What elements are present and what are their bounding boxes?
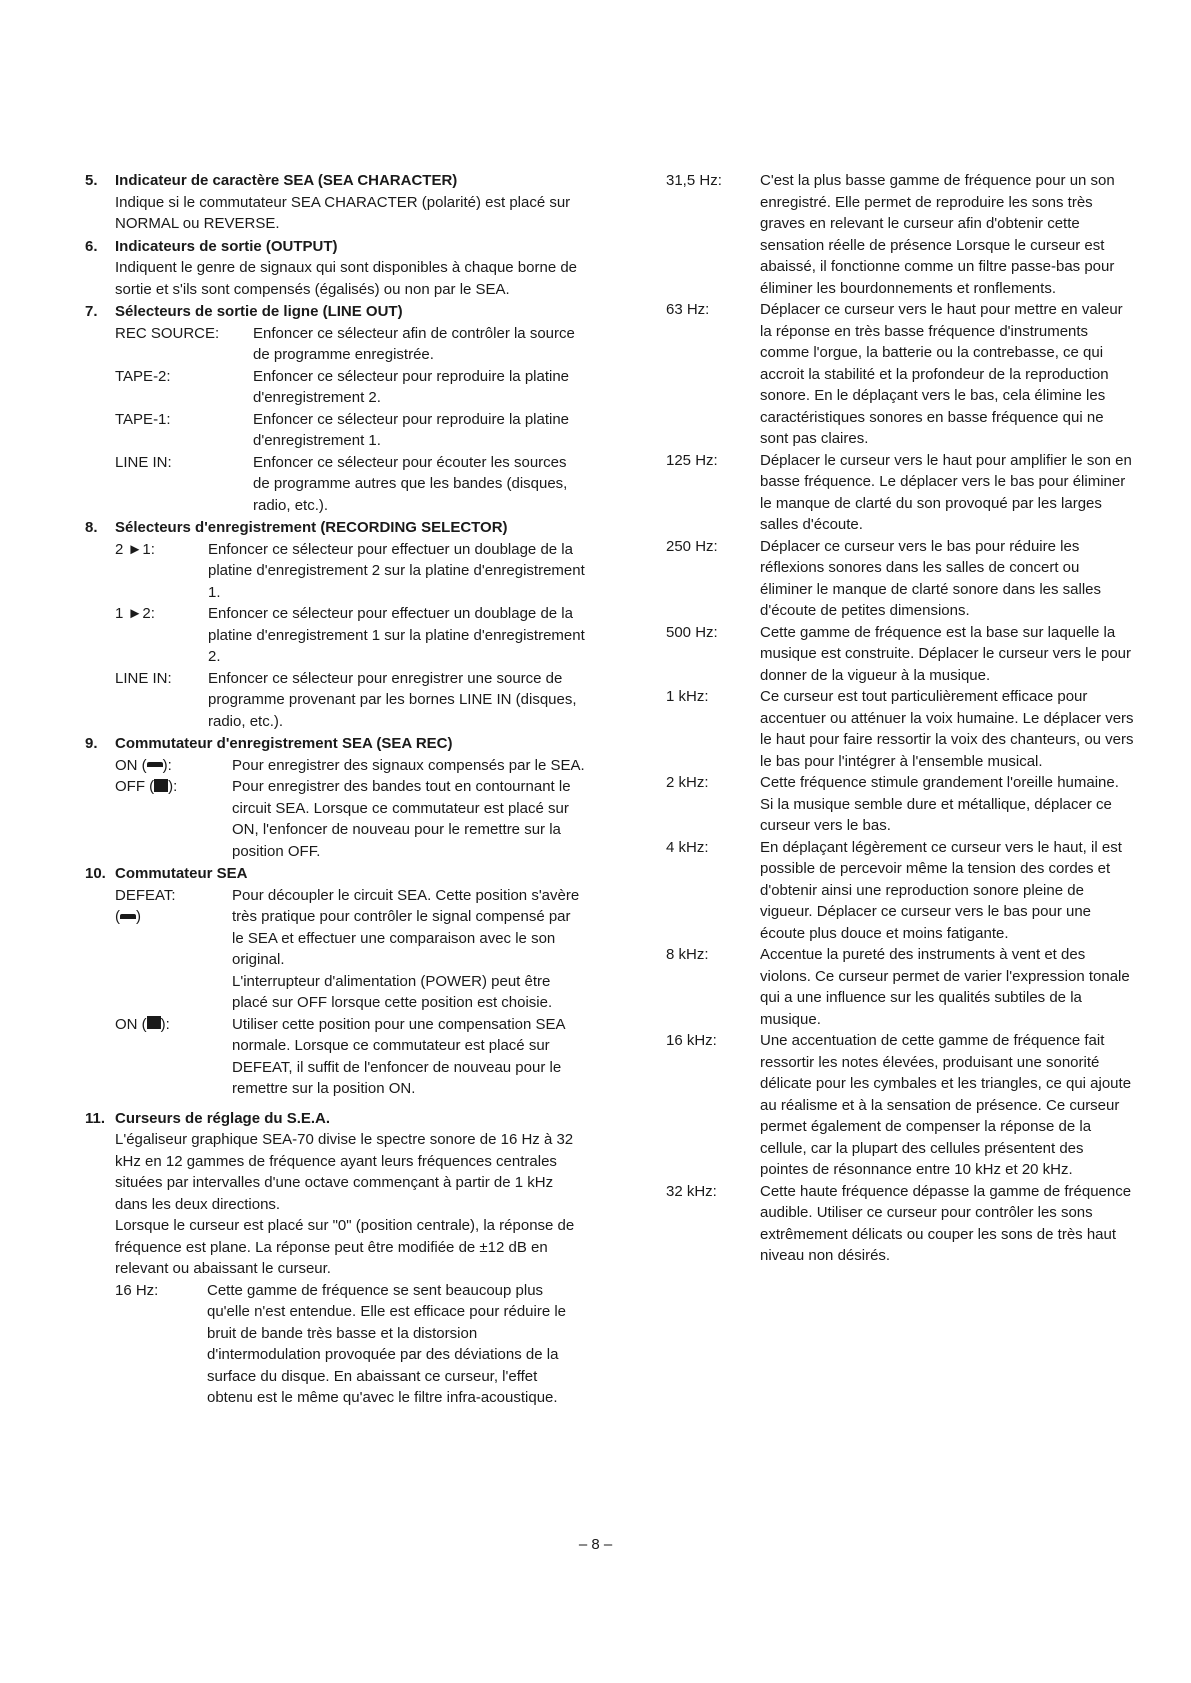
term-description: Pour découpler le circuit SEA. Cette position s'avère très pratique pour contrôler le signal compensé par le SEA et effectuer une comparaison avec le son original. — [232, 886, 580, 968]
frequency-description: Déplacer ce curseur vers le bas pour réduire les réflexions sonores dans les salles de concert ou éliminer le manque de clarté sonore dans les salles d'écoute de petites dimensions. — [760, 537, 1102, 619]
term-label: REC SOURCE: — [115, 324, 220, 342]
term-description: Enfoncer ce sélecteur pour enregistrer une source de programme provenant par les bornes LINE IN (disques, radio, etc.). — [208, 669, 577, 730]
frequency-label: 500 Hz: — [666, 623, 718, 641]
term-label-sub-suffix: ) — [136, 908, 141, 925]
frequency-description: Cette fréquence stimule grandement l'oreille humaine. Si la musique semble dure et métallique, déplacer ce curseur vers le bas. — [760, 774, 1119, 834]
section-6 — [85, 236, 585, 301]
term-description: Enfoncer ce sélecteur pour effectuer un doublage de la platine d'enregistrement 2 sur la platine d'enregistrement 1. — [208, 540, 585, 601]
term-description: Enfoncer ce sélecteur afin de contrôler la source de programme enregistrée. — [253, 324, 575, 363]
frequency-description: Déplacer le curseur vers le haut pour amplifier le son en basse fréquence. Le déplacer vers le bas pour éliminer le manque de clarté du son provoqué par les larges salles d'écoute. — [760, 451, 1132, 533]
frequency-label: 4 kHz: — [666, 838, 709, 856]
section-title: Commutateur SEA — [115, 865, 248, 882]
definition-row — [115, 1014, 585, 1100]
section-heading — [85, 863, 585, 885]
term-label — [115, 776, 232, 862]
definition-row — [115, 776, 585, 862]
section-number: 5. — [85, 172, 98, 189]
page-number: – 8 – — [578, 1536, 613, 1553]
definition-row — [115, 1280, 585, 1409]
frequency-row — [660, 450, 1135, 536]
frequency-label: 63 Hz: — [666, 301, 710, 318]
term-label: LINE IN: — [115, 453, 172, 471]
definition-row — [115, 366, 585, 409]
section-heading — [85, 301, 585, 323]
term-description-note: L'interrupteur d'alimentation (POWER) peut être placé sur OFF lorsque cette position est choisie. — [232, 972, 553, 1011]
term-label-sub-prefix: ( — [115, 908, 120, 925]
section-number: 9. — [85, 735, 98, 752]
frequency-description: Accentue la pureté des instruments à vent et des violons. Ce curseur permet de varier l'expression tonale qui a une influence sur les qualités subtiles de la musique. — [760, 946, 1130, 1028]
section-heading — [85, 170, 585, 192]
term-label: 2 ►1: — [115, 540, 155, 558]
term-description: Pour enregistrer des signaux compensés par le SEA. — [232, 756, 585, 774]
section-8 — [85, 517, 585, 732]
term-description: Enfoncer ce sélecteur pour écouter les sources de programme autres que les bandes (disques, radio, etc.). — [253, 453, 568, 514]
section-text: Indique si le commutateur SEA CHARACTER (polarité) est placé sur NORMAL ou REVERSE. — [115, 193, 571, 232]
term-description: Pour enregistrer des bandes tout en contournant le circuit SEA. Lorsque ce commutateur est placé sur ON, l'enfoncer de nouveau pour le remettre sur la position OFF. — [232, 778, 571, 860]
section-9 — [85, 733, 585, 862]
section-heading — [85, 236, 585, 258]
term-description: Enfoncer ce sélecteur pour effectuer un doublage de la platine d'enregistrement 1 sur la platine d'enregistrement 2. — [208, 605, 585, 665]
section-number: 8. — [85, 519, 98, 536]
term-label-prefix: ON ( — [115, 756, 147, 774]
frequency-description: Ce curseur est tout particulièrement efficace pour accentuer ou atténuer la voix humaine. Le déplacer vers le haut pour faire ressortir la voix des chanteurs, ou vers le bas pour l'intégrer à l'ensemble musical. — [760, 688, 1134, 770]
term-description: Utiliser cette position pour une compensation SEA normale. Lorsque ce commutateur est placé sur DEFEAT, il suffit de l'enfoncer de nouveau pour le remettre sur la position ON. — [232, 1015, 565, 1097]
frequency-row — [660, 1030, 1135, 1181]
definition-row — [115, 885, 585, 1014]
definition-row — [115, 668, 585, 733]
section-title: Curseurs de réglage du S.E.A. — [115, 1109, 331, 1127]
section-10 — [85, 863, 585, 1100]
right-column — [660, 170, 1135, 1267]
term-label: 1 ►2: — [115, 605, 155, 622]
frequency-row — [660, 944, 1135, 1030]
frequency-description: C'est la plus basse gamme de fréquence pour un son enregistré. Elle permet de reproduire les sons très graves en relevant le curseur afin d'obtenir cette sensation réelle de présence Lorsque le curseur est abaissé, il fonctionne comme un filtre passe-bas pour éliminer les bourdonnements et ronflements. — [760, 172, 1115, 297]
term-label-suffix: ): — [160, 1015, 170, 1033]
section-number: 6. — [85, 237, 98, 255]
section-title: Indicateurs de sortie (OUTPUT) — [115, 237, 338, 255]
term-label: TAPE-2: — [115, 367, 171, 385]
term-label: LINE IN: — [115, 669, 172, 687]
term-label-suffix: ): — [162, 756, 172, 774]
section-heading — [85, 517, 585, 539]
frequency-label: 2 kHz: — [666, 774, 709, 791]
frequency-row — [660, 622, 1135, 687]
section-7 — [85, 301, 585, 516]
frequency-row — [660, 772, 1135, 837]
section-11 — [85, 1108, 585, 1409]
term-label — [115, 1014, 232, 1100]
definition-row — [115, 452, 585, 517]
frequency-row — [660, 170, 1135, 299]
switch-pressed-icon — [154, 779, 168, 792]
frequency-description: Une accentuation de cette gamme de fréquence fait ressortir les notes élevées, produisant une sonorité délicate pour les cymbales et les triangles, ce qui ajoute au réalisme et à la sensation de présence. Ce curseur permet également de compenser la réponse de la cellule, car la plupart des cellules présentent des pointes de résonnance entre 10 kHz et 20 kHz. — [760, 1032, 1132, 1178]
section-title: Sélecteurs d'enregistrement (RECORDING SELECTOR) — [115, 519, 508, 536]
term-label-prefix: DEFEAT: — [115, 886, 176, 904]
term-label-suffix: ): — [168, 778, 178, 795]
section-number: 11. — [85, 1109, 106, 1127]
definition-row — [115, 409, 585, 452]
frequency-description: Cette haute fréquence dépasse la gamme de fréquence audible. Utiliser ce curseur pour contrôler les sons extrêmement délicats ou couper les sons de très haut niveau non désirés. — [760, 1182, 1132, 1264]
term-description: Enfoncer ce sélecteur pour reproduire la platine d'enregistrement 2. — [253, 367, 570, 406]
switch-pressed-icon — [147, 1016, 161, 1029]
section-title: Sélecteurs de sortie de ligne (LINE OUT) — [115, 303, 403, 320]
section-heading — [85, 1108, 585, 1130]
term-label: 16 Hz: — [115, 1281, 159, 1299]
section-text: L'égaliseur graphique SEA-70 divise le spectre sonore de 16 Hz à 32 kHz en 12 gammes de fréquence ayant leurs fréquences centrales situées par intervalles d'une octave commençant à partir de 1 kHz dans les deux directions. — [115, 1131, 574, 1213]
frequency-description: En déplaçant légèrement ce curseur vers le haut, il est possible de percevoir même la tension des cordes et d'obtenir ainsi une reproduction sonore pleine de vigueur. Déplacer ce curseur vers le bas pour une écoute plus douce et moins fatigante. — [760, 838, 1122, 942]
section-title: Commutateur d'enregistrement SEA (SEA REC) — [115, 735, 453, 752]
definition-row — [115, 755, 585, 777]
section-heading — [85, 733, 585, 755]
term-description: Cette gamme de fréquence se sent beaucoup plus qu'elle n'est entendue. Elle est efficace pour réduire le bruit de bande très basse et la distorsion d'intermodulation provoquée par des déviations de la surface du disque. En abaissant ce curseur, l'effet obtenu est le même qu'avec le filtre infra-acoustique. — [207, 1281, 567, 1406]
term-label — [115, 885, 232, 1014]
definition-row — [115, 539, 585, 604]
frequency-label: 1 kHz: — [666, 688, 709, 705]
frequency-label: 31,5 Hz: — [666, 172, 722, 189]
frequency-label: 8 kHz: — [666, 946, 709, 963]
section-number: 7. — [85, 303, 98, 320]
section-number: 10. — [85, 865, 106, 882]
frequency-label: 125 Hz: — [666, 451, 718, 469]
term-description: Enfoncer ce sélecteur pour reproduire la platine d'enregistrement 1. — [253, 410, 570, 449]
frequency-label: 32 kHz: — [666, 1182, 717, 1200]
term-label-prefix: ON ( — [115, 1015, 147, 1033]
frequency-description: Cette gamme de fréquence est la base sur laquelle la musique est construite. Déplacer le curseur vers le pour donner de la vigueur à la musique. — [760, 623, 1132, 684]
switch-released-icon — [120, 914, 136, 919]
section-title: Indicateur de caractère SEA (SEA CHARACTER) — [115, 172, 458, 189]
frequency-row — [660, 1181, 1135, 1267]
term-label: TAPE-1: — [115, 410, 171, 428]
frequency-label: 16 kHz: — [666, 1032, 717, 1049]
term-label-prefix: OFF ( — [115, 778, 155, 795]
frequency-row — [660, 536, 1135, 622]
switch-released-icon — [147, 762, 163, 767]
term-label — [115, 755, 232, 777]
definition-row — [115, 323, 585, 366]
frequency-label: 250 Hz: — [666, 537, 718, 555]
section-5 — [85, 170, 585, 235]
frequency-row — [660, 686, 1135, 772]
frequency-row — [660, 837, 1135, 945]
frequency-row — [660, 299, 1135, 450]
section-text: Indiquent le genre de signaux qui sont disponibles à chaque borne de sortie et s'ils sont compensés (égalisés) ou non par le SEA. — [115, 259, 578, 298]
definition-row — [115, 603, 585, 668]
left-column — [85, 170, 585, 1410]
frequency-description: Déplacer ce curseur vers le haut pour mettre en valeur la réponse en très basse fréquence d'instruments comme l'orgue, la batterie ou la contrebasse, ce qui accroit la stabilité et la profondeur de la reproduction sonore. En le déplaçant vers le bas, cela élimine les caractéristiques sonores en basse fréquence qui ne sont pas claires. — [760, 301, 1123, 447]
section-text: Lorsque le curseur est placé sur "0" (position centrale), la réponse de fréquence est plane. La réponse peut être modifiée de ±12 dB en relevant ou abaissant le curseur. — [115, 1217, 575, 1277]
